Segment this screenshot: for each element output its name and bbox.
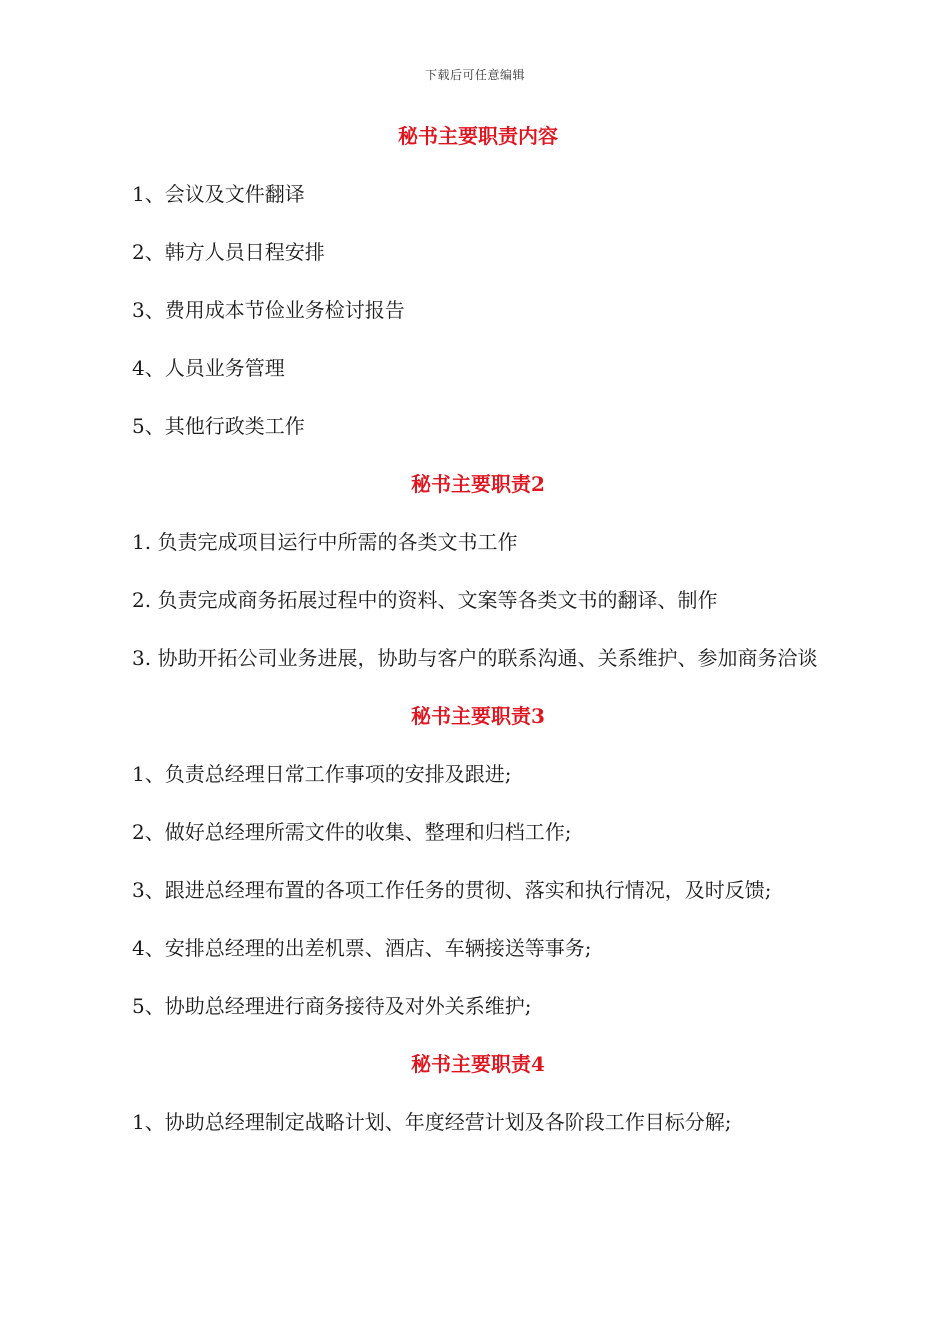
list-item: 3、跟进总经理布置的各项工作任务的贯彻、落实和执行情况，及时反馈; (132, 878, 772, 902)
list-item: 2、做好总经理所需文件的收集、整理和归档工作; (132, 820, 572, 844)
section-2 (88, 466, 868, 676)
section-title: 秘书主要职责内容 (398, 124, 558, 148)
list-item: 5、其他行政类工作 (132, 414, 305, 438)
section-title: 秘书主要职责2 (411, 472, 545, 496)
list-item: 1、负责总经理日常工作事项的安排及跟进; (132, 762, 512, 786)
list-item: 4、安排总经理的出差机票、酒店、车辆接送等事务; (132, 936, 592, 960)
list-item: 2. 负责完成商务拓展过程中的资料、文案等各类文书的翻译、制作 (132, 588, 718, 612)
list-item: 1、协助总经理制定战略计划、年度经营计划及各阶段工作目标分解; (132, 1110, 732, 1134)
document-body (88, 118, 868, 1140)
list-item: 3、费用成本节俭业务检讨报告 (132, 298, 405, 322)
list-item: 1、会议及文件翻译 (132, 182, 305, 206)
list-item: 3. 协助开拓公司业务进展，协助与客户的联系沟通、关系维护、参加商务洽谈 (132, 646, 818, 670)
section-title: 秘书主要职责3 (411, 704, 545, 728)
list-item: 1. 负责完成项目运行中所需的各类文书工作 (132, 530, 518, 554)
section-3 (88, 698, 868, 1024)
section-title: 秘书主要职责4 (411, 1052, 545, 1076)
header-note: 下载后可任意编辑 (424, 68, 525, 82)
list-item: 2、韩方人员日程安排 (132, 240, 325, 264)
list-item: 4、人员业务管理 (132, 356, 285, 380)
list-item: 5、协助总经理进行商务接待及对外关系维护; (132, 994, 532, 1018)
section-1 (88, 118, 868, 444)
section-4 (88, 1046, 868, 1140)
